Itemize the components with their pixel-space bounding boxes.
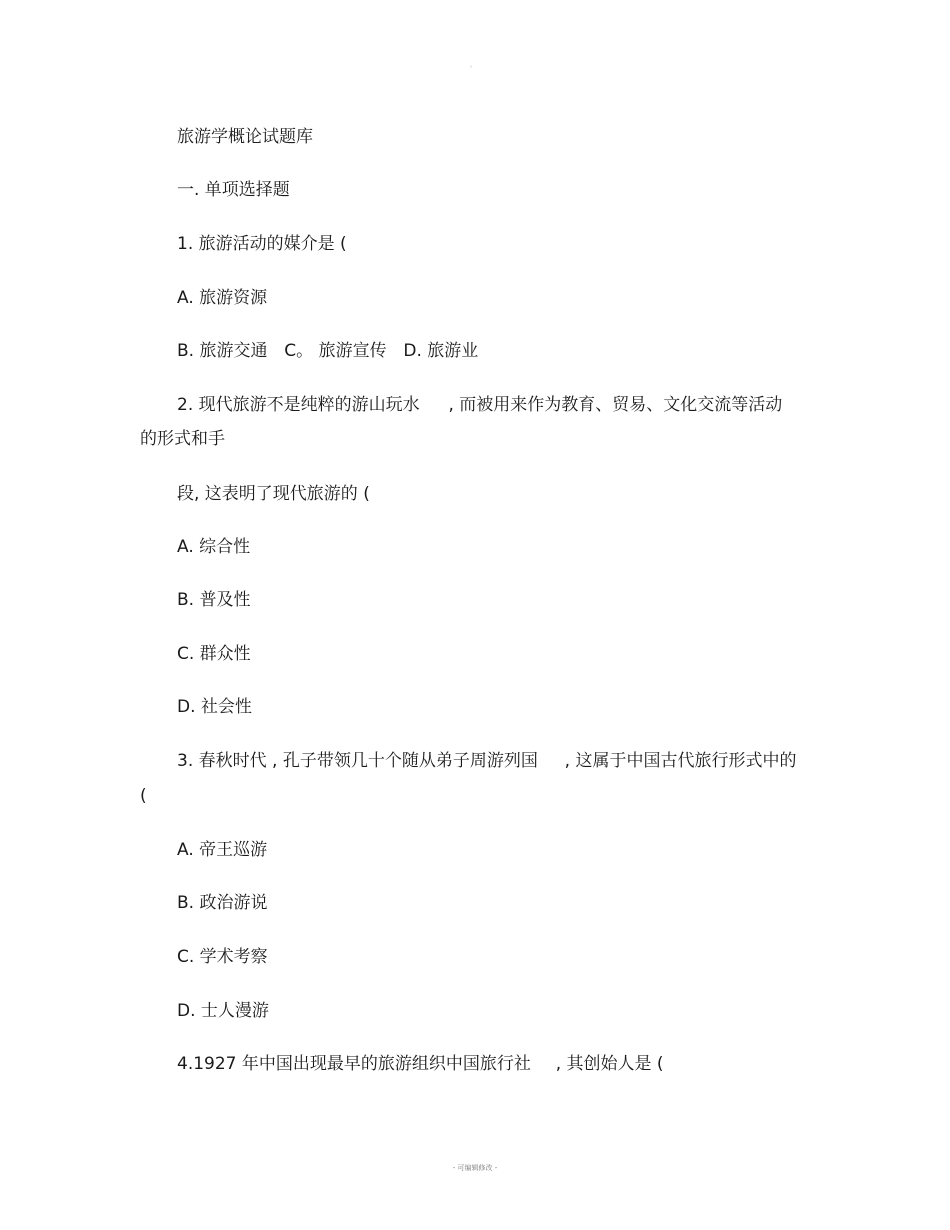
doc-title: 旅游学概论试题库: [177, 127, 313, 147]
q3-option-b: B. 政治游说: [177, 893, 268, 913]
q4-stem-part1: 4.1927 年中国出现最早的旅游组织中国旅行社: [177, 1054, 531, 1074]
q1-option-a: A. 旅游资源: [177, 288, 268, 308]
q2-stem-line3: 段, 这表明了现代旅游的 (: [177, 484, 370, 504]
header-mark: 。: [470, 62, 477, 69]
q2-option-a: A. 综合性: [177, 537, 251, 557]
q2-stem-part2: , 而被用来作为教育、贸易、文化交流等活动: [448, 395, 783, 415]
page-footer: - 可编辑修改 -: [452, 1164, 498, 1172]
q1-option-b: B. 旅游交通: [177, 341, 268, 361]
q2-option-b: B. 普及性: [177, 590, 251, 610]
q2-stem-part1: 2. 现代旅游不是纯粹的游山玩水: [177, 395, 420, 415]
section-heading: 一. 单项选择题: [177, 180, 290, 200]
q1-option-d: D. 旅游业: [403, 341, 479, 361]
q3-stem-part2: , 这属于中国古代旅行形式中的: [564, 751, 797, 771]
q3-stem-line1: [177, 751, 796, 771]
q2-stem-line2: 的形式和手: [140, 429, 225, 449]
q2-option-c: C. 群众性: [177, 644, 251, 664]
q3-stem-line2: (: [140, 786, 147, 806]
q1-option-c: C。 旅游宣传: [284, 341, 387, 361]
q1-stem: 1. 旅游活动的媒介是 (: [177, 234, 347, 254]
q1-options-bcd: [177, 341, 478, 361]
q4-stem-part2: , 其创始人是 (: [555, 1054, 664, 1074]
q3-option-d: D. 士人漫游: [177, 1001, 269, 1021]
q2-stem-line1: [177, 395, 782, 415]
q2-option-d: D. 社会性: [177, 697, 252, 717]
q4-stem-line1: [177, 1054, 664, 1074]
q3-option-a: A. 帝王巡游: [177, 840, 268, 860]
q3-option-c: C. 学术考察: [177, 947, 268, 967]
q3-stem-part1: 3. 春秋时代 , 孔子带领几十个随从弟子周游列国: [177, 751, 538, 771]
